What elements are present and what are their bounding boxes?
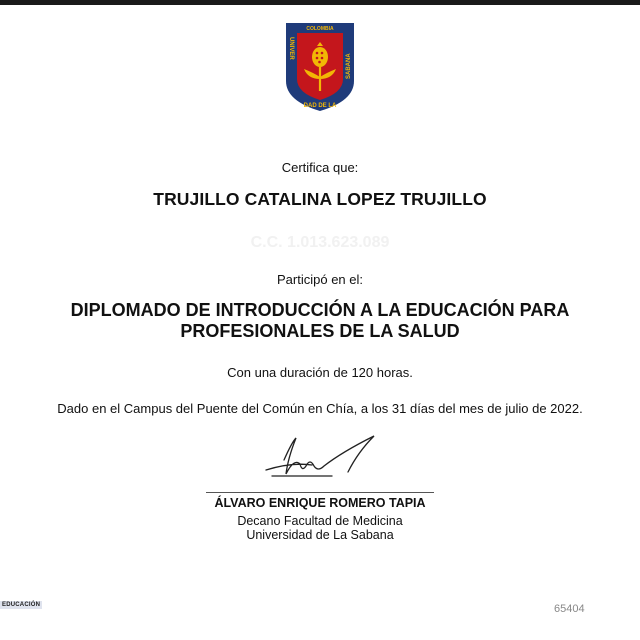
signature-image <box>262 432 382 480</box>
recipient-name: TRUJILLO CATALINA LOPEZ TRUJILLO <box>153 189 487 209</box>
svg-text:UNIVER: UNIVER <box>288 37 294 60</box>
program-title <box>0 300 640 342</box>
footer-tag: EDUCACIÓN <box>2 602 41 608</box>
signature-line <box>206 492 434 493</box>
signatory-name: ÁLVARO ENRIQUE ROMERO TAPIA <box>214 496 426 510</box>
svg-text:SABANA: SABANA <box>346 53 352 79</box>
top-border <box>0 0 640 5</box>
issued-text: Dado en el Campus del Puente del Común en Chía, a los 31 días del mes de julio de 2022. <box>57 401 583 416</box>
signatory-institution: Universidad de La Sabana <box>246 528 394 542</box>
signatory-role: Decano Facultad de Medicina <box>237 514 403 528</box>
duration-text: Con una duración de 120 horas. <box>227 365 413 380</box>
serial-number: 65404 <box>554 603 585 615</box>
program-title-line-2: PROFESIONALES DE LA SALUD <box>180 321 460 341</box>
participated-label: Participó en el: <box>277 272 363 287</box>
recipient-id-number: C.C. 1.013.623.089 <box>250 234 390 251</box>
program-title-line-1: DIPLOMADO DE INTRODUCCIÓN A LA EDUCACIÓN PARA <box>70 300 570 320</box>
svg-text:COLOMBIA: COLOMBIA <box>306 26 334 32</box>
svg-text:DAD DE LA: DAD DE LA <box>303 103 337 109</box>
university-crest-logo <box>284 21 356 113</box>
certifies-label: Certifica que: <box>281 160 359 175</box>
